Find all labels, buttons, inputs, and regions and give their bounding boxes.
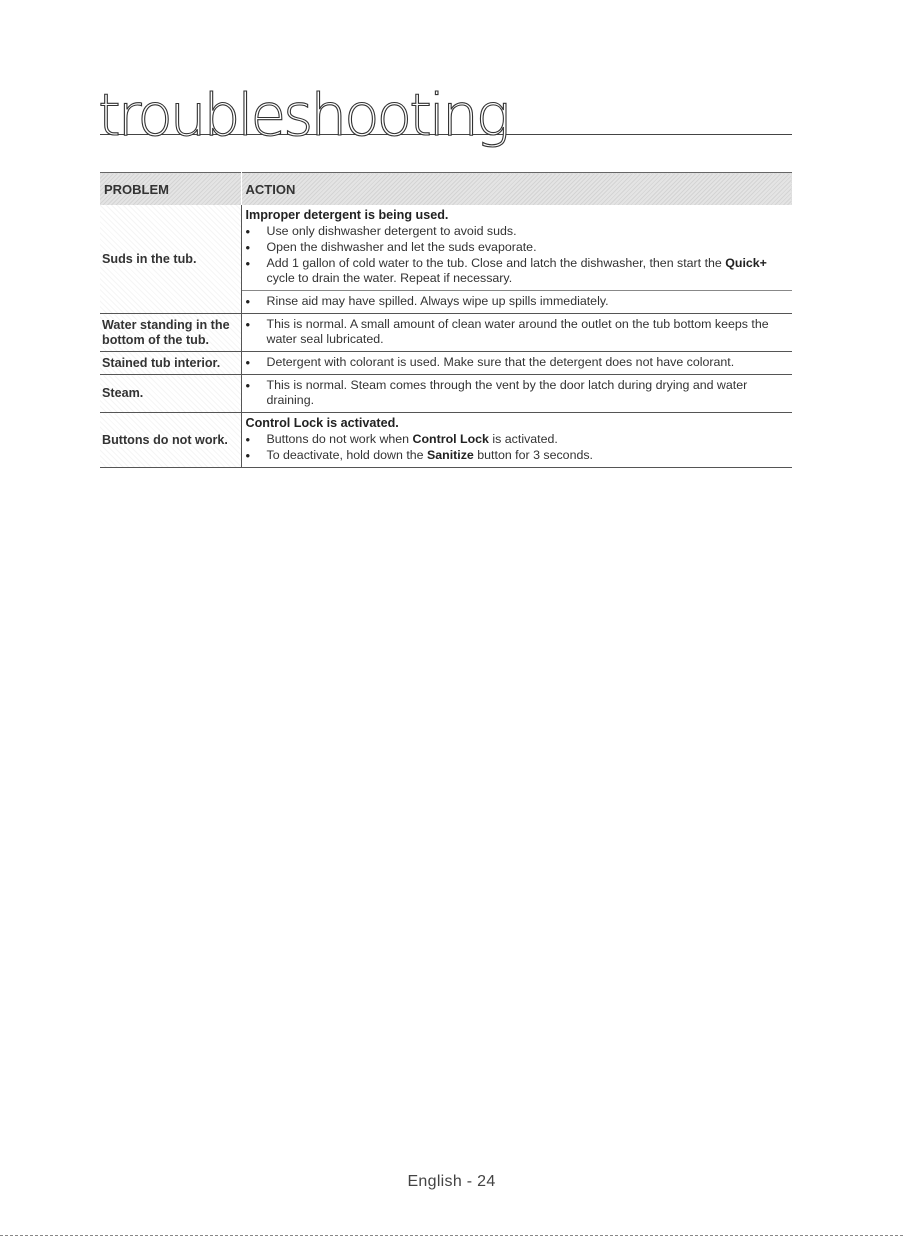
list-item: • Rinse aid may have spilled. Always wipe up spills immediately. [246, 294, 789, 309]
list-item-text: button for 3 seconds. [473, 448, 593, 462]
list-item: • This is normal. Steam comes through the vent by the door latch during drying and water draining. [246, 378, 789, 408]
header-problem: PROBLEM [100, 173, 241, 206]
list-item: • This is normal. A small amount of clean water around the outlet on the tub bottom keeps the water seal lubricated. [246, 317, 789, 347]
table-row [100, 352, 792, 375]
list-item: • Open the dishwasher and let the suds evaporate. [246, 240, 789, 255]
bullet-list [246, 355, 789, 370]
table-header-row [100, 173, 792, 206]
list-item [246, 432, 789, 447]
bullet-list [246, 378, 789, 408]
list-item: • Detergent with colorant is used. Make sure that the detergent does not have colorant. [246, 355, 789, 370]
action-cell [241, 291, 792, 314]
table-row [100, 413, 792, 468]
action-lead: Improper detergent is being used. [245, 208, 449, 222]
title-area [98, 78, 792, 149]
action-cell [241, 352, 792, 375]
list-item-text: To deactivate, hold down the [266, 448, 427, 462]
cycle-name: Quick+ [725, 256, 767, 270]
bullet-list [246, 432, 789, 463]
list-item-text: Buttons do not work when [266, 432, 413, 446]
list-item-text: cycle to drain the water. Repeat if necessary. [266, 271, 513, 285]
problem-cell: Water standing in the bottom of the tub. [100, 314, 241, 352]
problem-cell: Buttons do not work. [100, 413, 241, 468]
bullet-list [246, 224, 789, 286]
bottom-rule [0, 1235, 903, 1236]
feature-name: Control Lock [412, 432, 489, 446]
troubleshooting-table [100, 172, 792, 468]
table-row [100, 375, 792, 413]
action-cell [241, 375, 792, 413]
action-cell [241, 314, 792, 352]
button-name: Sanitize [427, 448, 474, 462]
header-action: ACTION [241, 173, 792, 206]
action-cell [241, 205, 792, 291]
bullet-list [246, 317, 789, 347]
list-item-text: is activated. [488, 432, 558, 446]
page-title: troubleshooting [98, 81, 508, 149]
table-row [100, 314, 792, 352]
list-item [246, 256, 789, 286]
problem-cell: Suds in the tub. [100, 205, 241, 314]
page-footer: English - 24 [407, 1173, 496, 1190]
action-cell [241, 413, 792, 468]
problem-cell: Steam. [100, 375, 241, 413]
bullet-list [246, 294, 789, 309]
lead-bold: Control Lock [245, 416, 324, 430]
problem-cell: Stained tub interior. [100, 352, 241, 375]
list-item-text: Add 1 gallon of cold water to the tub. Close and latch the dishwasher, then start the [266, 256, 726, 270]
list-item [246, 448, 789, 463]
action-lead [246, 416, 789, 431]
list-item: • Use only dishwasher detergent to avoid suds. [246, 224, 789, 239]
lead-rest: is activated. [323, 416, 399, 430]
table-row [100, 205, 792, 291]
